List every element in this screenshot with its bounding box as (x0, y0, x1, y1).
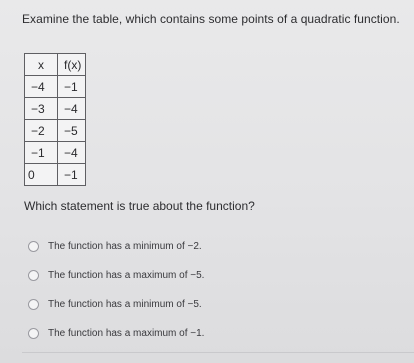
answer-option-label: The function has a maximum of −5. (48, 269, 205, 281)
radio-button-icon[interactable] (28, 328, 39, 339)
answer-option-2[interactable] (28, 267, 408, 283)
table-row (25, 76, 86, 98)
question-text: Examine the table, which contains some points of a quadratic function. (22, 12, 400, 26)
table-cell-x: −3 (25, 98, 58, 120)
column-header-fx: f(x) (58, 54, 86, 76)
table-cell-fx: −4 (58, 98, 86, 120)
table-header-row (25, 54, 86, 76)
column-header-x: x (25, 54, 58, 76)
prompt-text: Which statement is true about the function? (24, 199, 255, 213)
function-table (24, 53, 86, 186)
table-cell-fx: −4 (58, 142, 86, 164)
table-cell-x: −4 (25, 76, 58, 98)
radio-button-icon[interactable] (28, 241, 39, 252)
table-cell-x: 0 (25, 164, 58, 186)
bottom-divider (22, 352, 414, 353)
answer-option-4[interactable] (28, 326, 408, 342)
table-cell-x: −1 (25, 142, 58, 164)
table-cell-fx: −5 (58, 120, 86, 142)
table-cell-fx: −1 (58, 164, 86, 186)
table-row (25, 142, 86, 164)
table-cell-x: −2 (25, 120, 58, 142)
radio-button-icon[interactable] (28, 299, 39, 310)
table-row (25, 120, 86, 142)
radio-button-icon[interactable] (28, 270, 39, 281)
answer-option-label: The function has a maximum of −1. (48, 328, 205, 340)
answer-option-label: The function has a minimum of −5. (48, 299, 202, 311)
answer-option-3[interactable] (28, 297, 408, 313)
answer-option-label: The function has a minimum of −2. (48, 240, 202, 252)
table-cell-fx: −1 (58, 76, 86, 98)
table-row (25, 164, 86, 186)
answer-option-1[interactable] (28, 238, 408, 254)
answer-options (28, 238, 408, 355)
table-row (25, 98, 86, 120)
